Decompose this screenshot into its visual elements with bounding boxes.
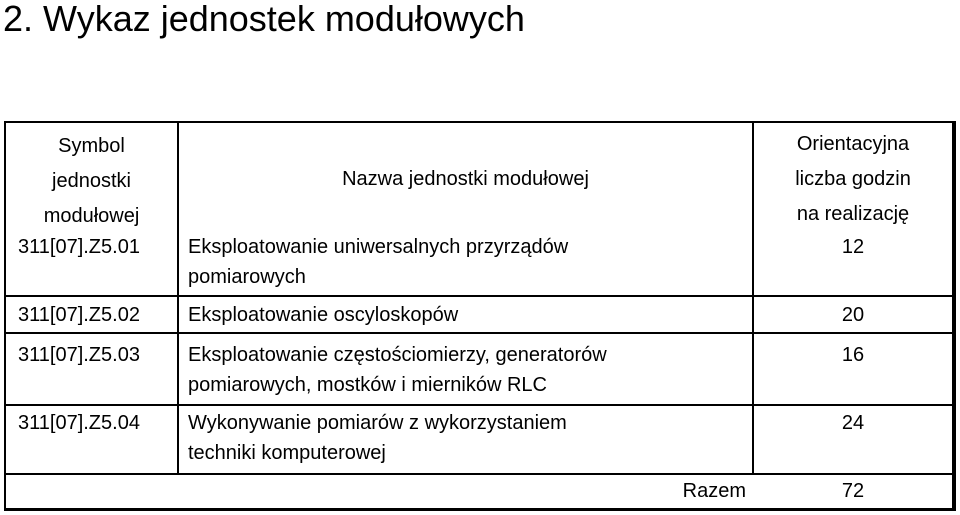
page-title: 2. Wykaz jednostek modułowych bbox=[3, 0, 525, 39]
row-divider-4 bbox=[4, 473, 952, 475]
header-symbol: Symbol jednostki modułowej bbox=[43, 135, 140, 227]
row-1-hours: 12 bbox=[841, 236, 865, 258]
row-3-symbol: 311[07].Z5.03 bbox=[18, 344, 140, 366]
row-divider-3 bbox=[4, 404, 952, 406]
row-4-hours: 24 bbox=[841, 412, 865, 434]
row-3-hours: 16 bbox=[841, 344, 865, 366]
total-value: 72 bbox=[841, 480, 865, 502]
header-name: Nazwa jednostki modułowej bbox=[342, 168, 589, 190]
header-hours: Orientacyjna liczba godzin na realizację bbox=[795, 133, 911, 225]
row-1-name: Eksploatowanie uniwersalnych przyrządów pomiarowych bbox=[188, 236, 569, 288]
row-divider-1 bbox=[4, 295, 952, 297]
row-3-name: Eksploatowanie częstościomierzy, generatorów pomiarowych, mostków i mierników RLC bbox=[188, 344, 607, 396]
row-4-symbol: 311[07].Z5.04 bbox=[18, 412, 140, 434]
row-4-name: Wykonywanie pomiarów z wykorzystaniem techniki komputerowej bbox=[188, 412, 567, 464]
row-1-symbol: 311[07].Z5.01 bbox=[18, 236, 140, 258]
row-2-hours: 20 bbox=[841, 304, 865, 326]
row-2-name: Eksploatowanie oscyloskopów bbox=[188, 304, 459, 326]
total-label: Razem bbox=[682, 480, 746, 502]
row-divider-2 bbox=[4, 332, 952, 334]
row-2-symbol: 311[07].Z5.02 bbox=[18, 304, 140, 326]
